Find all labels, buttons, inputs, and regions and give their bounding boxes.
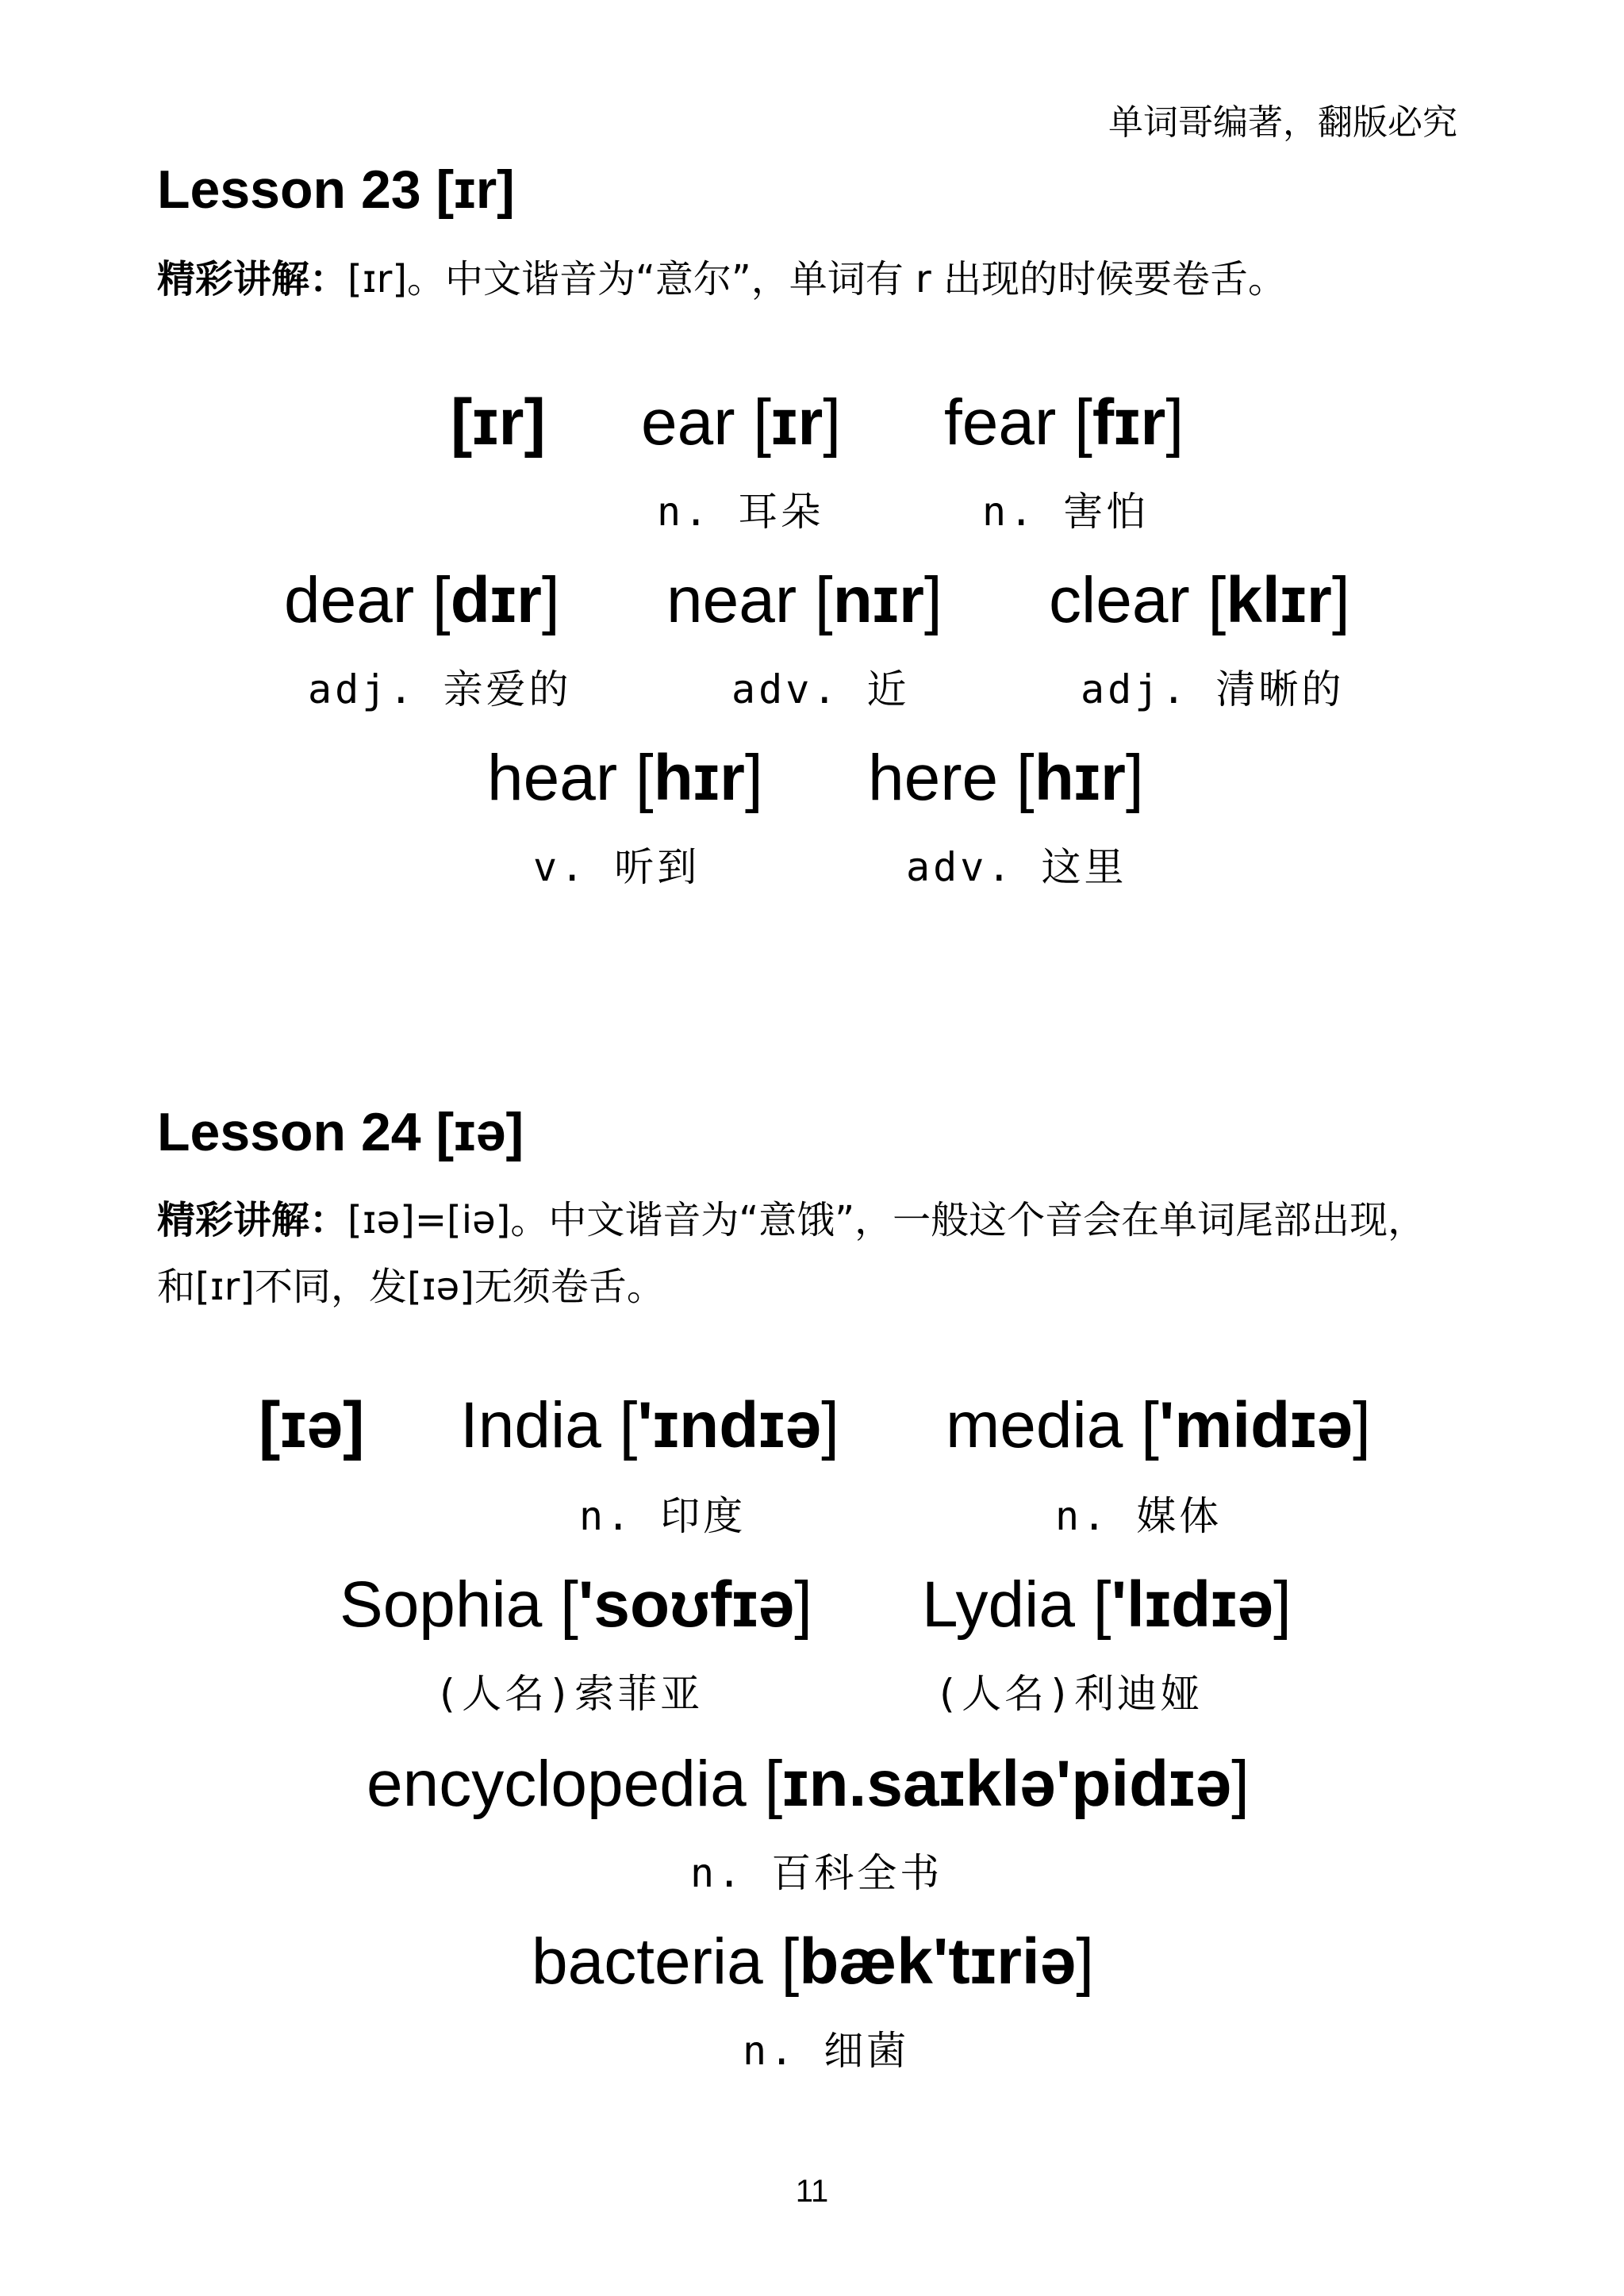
word-entry: Lydia ['lɪdɪə] — [922, 1568, 1292, 1641]
word-row — [0, 379, 1624, 466]
lesson-24-title: Lesson 24 [ɪə] — [157, 1102, 524, 1162]
word-row — [0, 1741, 1624, 1828]
word-meaning: (人名)索菲亚 — [435, 1671, 704, 1717]
word-entry: dear [dɪr] — [284, 564, 560, 636]
word-row — [0, 557, 1624, 644]
copyright-note: 单词哥编著，翻版必究 — [1108, 102, 1457, 143]
lesson-23-title: Lesson 23 [ɪr] — [157, 159, 515, 220]
word-meaning: n. 害怕 — [982, 489, 1150, 535]
phoneme-symbol: [ɪr] — [451, 386, 546, 459]
word-entry: here [hɪr] — [868, 742, 1144, 814]
phoneme-symbol: [ɪə] — [259, 1389, 365, 1461]
lesson-24-explanation — [157, 1187, 1490, 1320]
word-row — [0, 1561, 1624, 1649]
word-entry: bacteria [bæk'tɪriə] — [532, 1925, 1095, 1998]
word-meaning: n. 印度 — [579, 1493, 747, 1539]
word-row — [0, 1382, 1624, 1469]
explain-text: [ɪr]。中文谐音为“意尔”，单词有 r 出现的时候要卷舌。 — [347, 257, 1287, 301]
word-meaning: n. 细菌 — [743, 2028, 910, 2074]
word-meaning: adv. 近 — [731, 666, 910, 712]
word-row — [0, 735, 1624, 822]
explain-text: 和[ɪr]不同，发[ɪə]无须卷舌。 — [157, 1265, 665, 1309]
word-entry: ear [ɪr] — [641, 386, 842, 459]
word-meaning: v. 听到 — [533, 844, 701, 890]
lesson-23-explanation — [157, 246, 1490, 313]
word-entry: India ['ɪndɪə] — [460, 1389, 839, 1461]
explain-label: 精彩讲解： — [157, 257, 348, 301]
word-entry: encyclopedia [ɪn.saɪklə'pidɪə] — [367, 1748, 1250, 1820]
explain-text: [ɪə]=[iə]。中文谐音为“意饿”，一般这个音会在单词尾部出现， — [347, 1198, 1426, 1242]
word-entry: fear [fɪr] — [944, 386, 1184, 459]
word-meaning: adv. 这里 — [906, 844, 1127, 890]
word-entry: hear [hɪr] — [487, 742, 763, 814]
word-entry: clear [klɪr] — [1049, 564, 1350, 636]
word-row — [0, 1918, 1624, 2006]
explain-label: 精彩讲解： — [157, 1198, 348, 1242]
page-number: 11 — [795, 2174, 829, 2209]
word-meaning: adj. 亲爱的 — [308, 666, 572, 712]
word-meaning: n. 媒体 — [1055, 1493, 1223, 1539]
word-entry: media ['midɪə] — [946, 1389, 1371, 1461]
word-meaning: n. 耳朵 — [657, 489, 824, 535]
word-meaning: n. 百科全书 — [690, 1850, 943, 1896]
word-entry: Sophia ['soʊfɪə] — [340, 1568, 812, 1641]
word-entry: near [nɪr] — [666, 564, 943, 636]
word-meaning: adj. 清晰的 — [1081, 666, 1345, 712]
word-meaning: (人名)利迪娅 — [935, 1671, 1204, 1717]
